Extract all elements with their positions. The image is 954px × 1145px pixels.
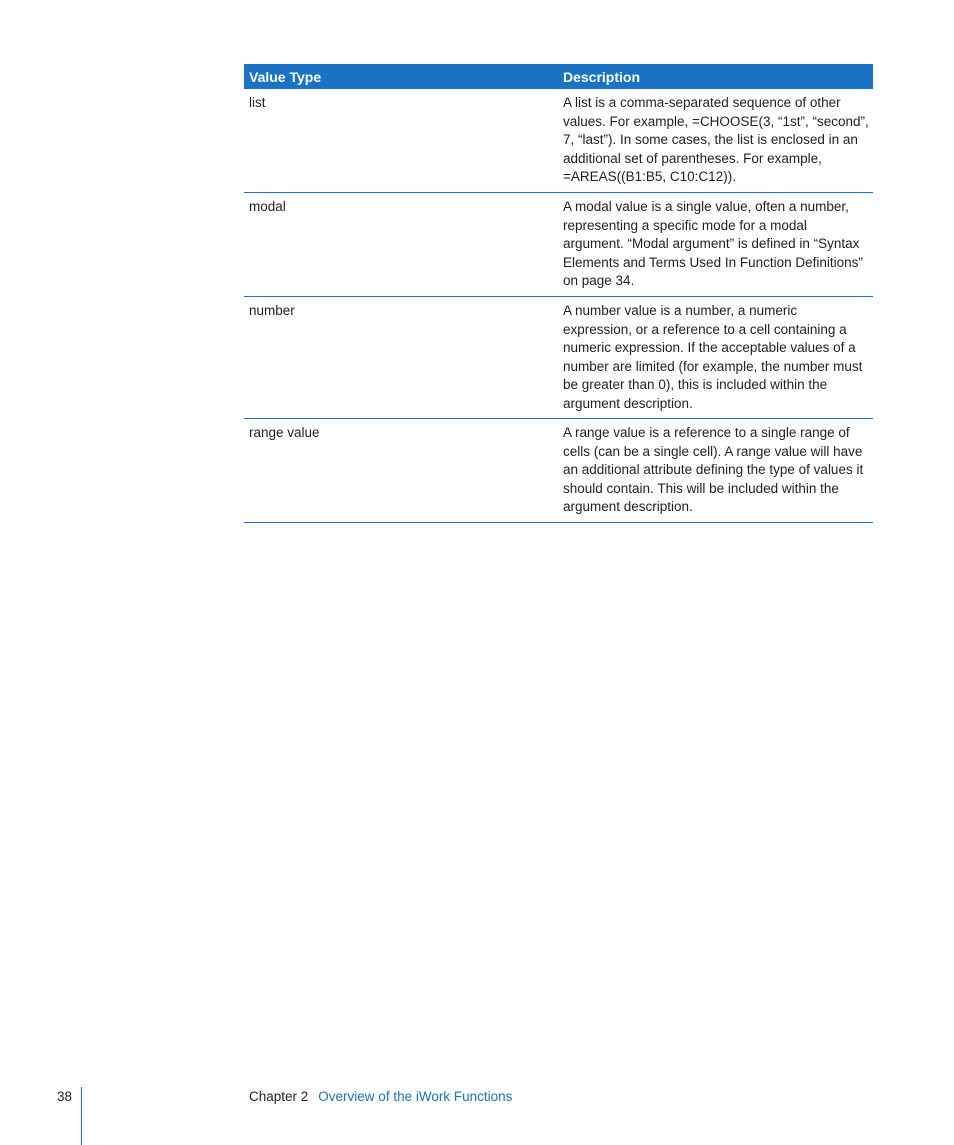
header-value-type: Value Type bbox=[249, 68, 322, 85]
table-row bbox=[244, 419, 873, 523]
table-row bbox=[244, 193, 873, 297]
value-type-cell: number bbox=[249, 303, 295, 318]
description-cell: A number value is a number, a numeric expression, or a reference to a cell containing a numeric expression. If the acceptable values of a number are limited (for example, the number must be greater than 0), this is included within the argument description. bbox=[563, 303, 863, 411]
table-row bbox=[244, 89, 873, 193]
footer-divider bbox=[81, 1087, 82, 1145]
chapter-label: Chapter 2 bbox=[249, 1089, 309, 1104]
table-row bbox=[244, 297, 873, 419]
footer-chapter bbox=[249, 1089, 512, 1104]
description-cell: A modal value is a single value, often a number, representing a specific mode for a modal argument. “Modal argument” is defined in “Syntax Elements and Terms Used In Function Definitions” on page 34. bbox=[563, 199, 863, 289]
chapter-title-link[interactable]: Overview of the iWork Functions bbox=[318, 1089, 513, 1104]
value-type-cell: range value bbox=[249, 425, 320, 440]
value-type-table bbox=[244, 64, 873, 523]
table-header-row bbox=[244, 64, 873, 89]
description-cell: A list is a comma-separated sequence of other values. For example, =CHOOSE(3, “1st”, “second”, 7, “last”). In some cases, the list is enclosed in an additional set of parentheses. For example, =AREAS((B1:B5, C10:C12)). bbox=[563, 95, 869, 185]
value-type-cell: modal bbox=[249, 199, 286, 214]
page-number: 38 bbox=[57, 1089, 73, 1104]
value-type-cell: list bbox=[249, 95, 266, 110]
description-cell: A range value is a reference to a single range of cells (can be a single cell). A range value will have an additional attribute defining the type of values it should contain. This will be included within the argument description. bbox=[563, 425, 864, 515]
header-description: Description bbox=[563, 68, 641, 85]
